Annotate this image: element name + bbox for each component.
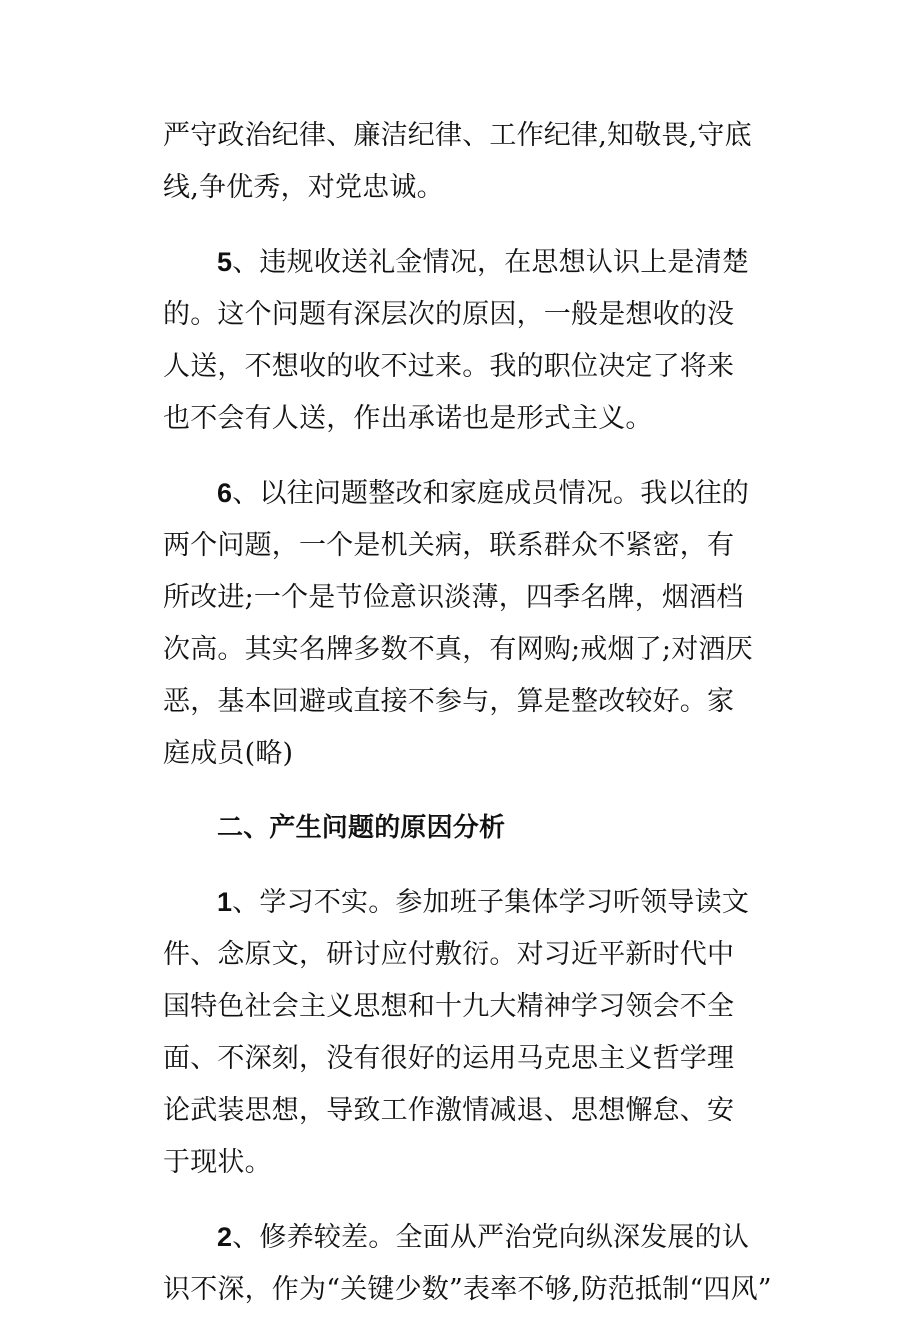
paragraph-discipline-continuation [163,110,763,214]
text-line: 次高。其实名牌多数不真，有网购;戒烟了;对酒厌 [163,634,753,665]
text-line-first [163,876,763,929]
item-number: 5 [217,247,233,277]
text-line-first [163,1211,763,1264]
paragraph-cause-1 [163,876,763,1189]
text-line: 于现状。 [163,1147,272,1178]
text-line: 的。这个问题有深层次的原因，一般是想收的没 [163,299,735,330]
text-line: 面、不深刻，没有很好的运用马克思主义哲学理 [163,1043,735,1074]
text-line: 、学习不实。参加班子集体学习听领导读文 [232,887,750,918]
text-line-first [163,236,763,289]
text-line: 、违规收送礼金情况，在思想认识上是清楚 [232,247,750,278]
item-number: 1 [217,887,233,917]
text-line: 论武装思想，导致工作激情减退、思想懈怠、安 [163,1095,735,1126]
item-number: 6 [217,478,233,508]
text-line: 严守政治纪律、廉洁纪律、工作纪律,知敬畏,守底 [163,120,752,151]
text-line: 、以往问题整改和家庭成员情况。我以往的 [232,478,750,509]
text-line: 也不会有人送，作出承诺也是形式主义。 [163,403,653,434]
text-line: 识不深，作为“关键少数”表率不够,防范抵制“四风” [163,1274,772,1305]
text-line: 国特色社会主义思想和十九大精神学习领会不全 [163,991,735,1022]
section-heading-text: 二、产生问题的原因分析 [217,813,506,843]
text-line: 两个问题，一个是机关病，联系群众不紧密，有 [163,530,735,561]
document-body [163,110,772,1338]
section-heading [163,802,763,854]
text-line: 庭成员(略) [163,738,294,769]
item-number: 2 [217,1222,233,1252]
text-line: 件、念原文，研讨应付敷衍。对习近平新时代中 [163,939,735,970]
paragraph-item-6 [163,467,763,780]
text-line: 、修养较差。全面从严治党向纵深发展的认 [232,1222,750,1253]
text-line: 恶，基本回避或直接不参与，算是整改较好。家 [163,686,735,717]
text-line: 线,争优秀，对党忠诚。 [163,172,444,203]
paragraph-item-5 [163,236,763,445]
text-line: 人送，不想收的收不过来。我的职位决定了将来 [163,351,735,382]
paragraph-cause-2 [163,1211,772,1316]
text-line-first [163,467,763,520]
text-line: 所改进;一个是节俭意识淡薄，四季名牌，烟酒档 [163,582,744,613]
